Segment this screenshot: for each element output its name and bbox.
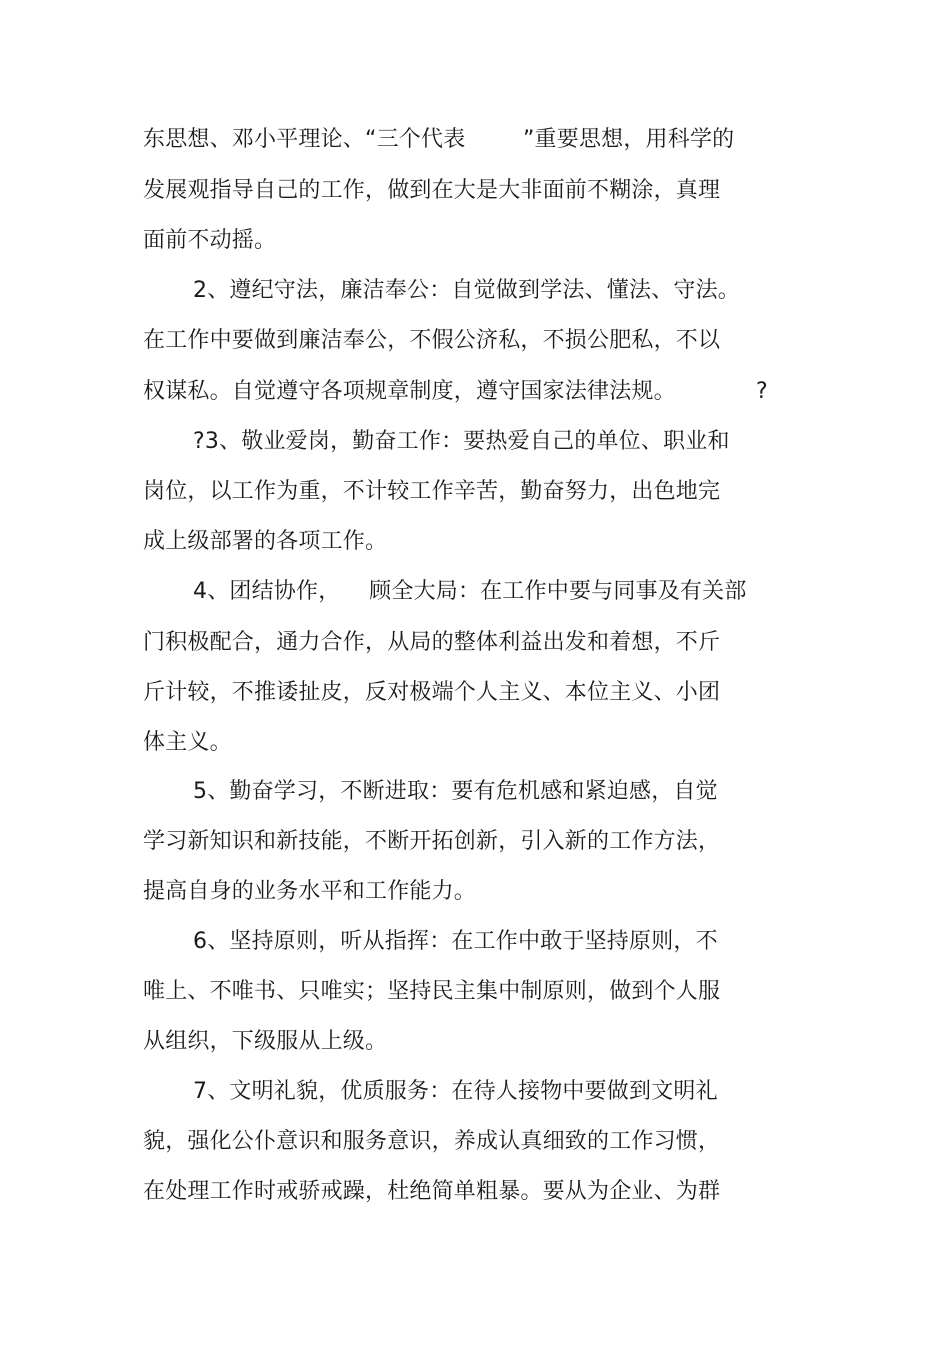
text-line: 岗位，以工作为重，不计较工作辛苦，勤奋努力，出色地完 <box>143 479 721 504</box>
text-line: 6、坚持原则，听从指挥：在工作中敢于坚持原则，不 <box>193 929 718 954</box>
text-line: 门积极配合，通力合作，从局的整体利益出发和着想，不斤 <box>143 630 721 655</box>
text-line: 权谋私。自觉遵守各项规章制度，遵守国家法律法规。 <box>143 379 676 404</box>
text-line: 发展观指导自己的工作，做到在大是大非面前不糊涂，真理 <box>143 178 721 203</box>
text-line: ? <box>756 379 768 404</box>
text-line: 面前不动摇。 <box>143 228 277 253</box>
text-line: 从组织，下级服从上级。 <box>143 1029 388 1054</box>
text-line: 学习新知识和新技能，不断开拓创新，引入新的工作方法， <box>143 829 721 854</box>
text-line: 在工作中要做到廉洁奉公，不假公济私，不损公肥私，不以 <box>143 328 721 353</box>
text-line: 在处理工作时戒骄戒躁，杜绝简单粗暴。要从为企业、为群 <box>143 1179 721 1204</box>
text-line: ?3、敬业爱岗，勤奋工作：要热爱自己的单位、职业和 <box>193 429 730 454</box>
text-line: 7、文明礼貌，优质服务：在待人接物中要做到文明礼 <box>193 1079 718 1104</box>
text-line: 5、勤奋学习，不断进取：要有危机感和紧迫感，自觉 <box>193 779 718 804</box>
text-line: 唯上、不唯书、只唯实；坚持民主集中制原则，做到个人服 <box>143 979 721 1004</box>
text-line: 斤计较，不推诿扯皮，反对极端个人主义、本位主义、小团 <box>143 680 721 705</box>
text-line: 成上级部署的各项工作。 <box>143 529 388 554</box>
text-line: 东思想、邓小平理论、“三个代表 ”重要思想，用科学的 <box>143 127 735 152</box>
text-line: 貌，强化公仆意识和服务意识，养成认真细致的工作习惯， <box>143 1129 721 1154</box>
text-line: 体主义。 <box>143 730 232 755</box>
text-line: 提高自身的业务水平和工作能力。 <box>143 879 477 904</box>
text-line: 2、遵纪守法，廉洁奉公：自觉做到学法、懂法、守法。 <box>193 278 740 303</box>
text-line: 4、团结协作， 顾全大局：在工作中要与同事及有关部 <box>193 579 747 604</box>
